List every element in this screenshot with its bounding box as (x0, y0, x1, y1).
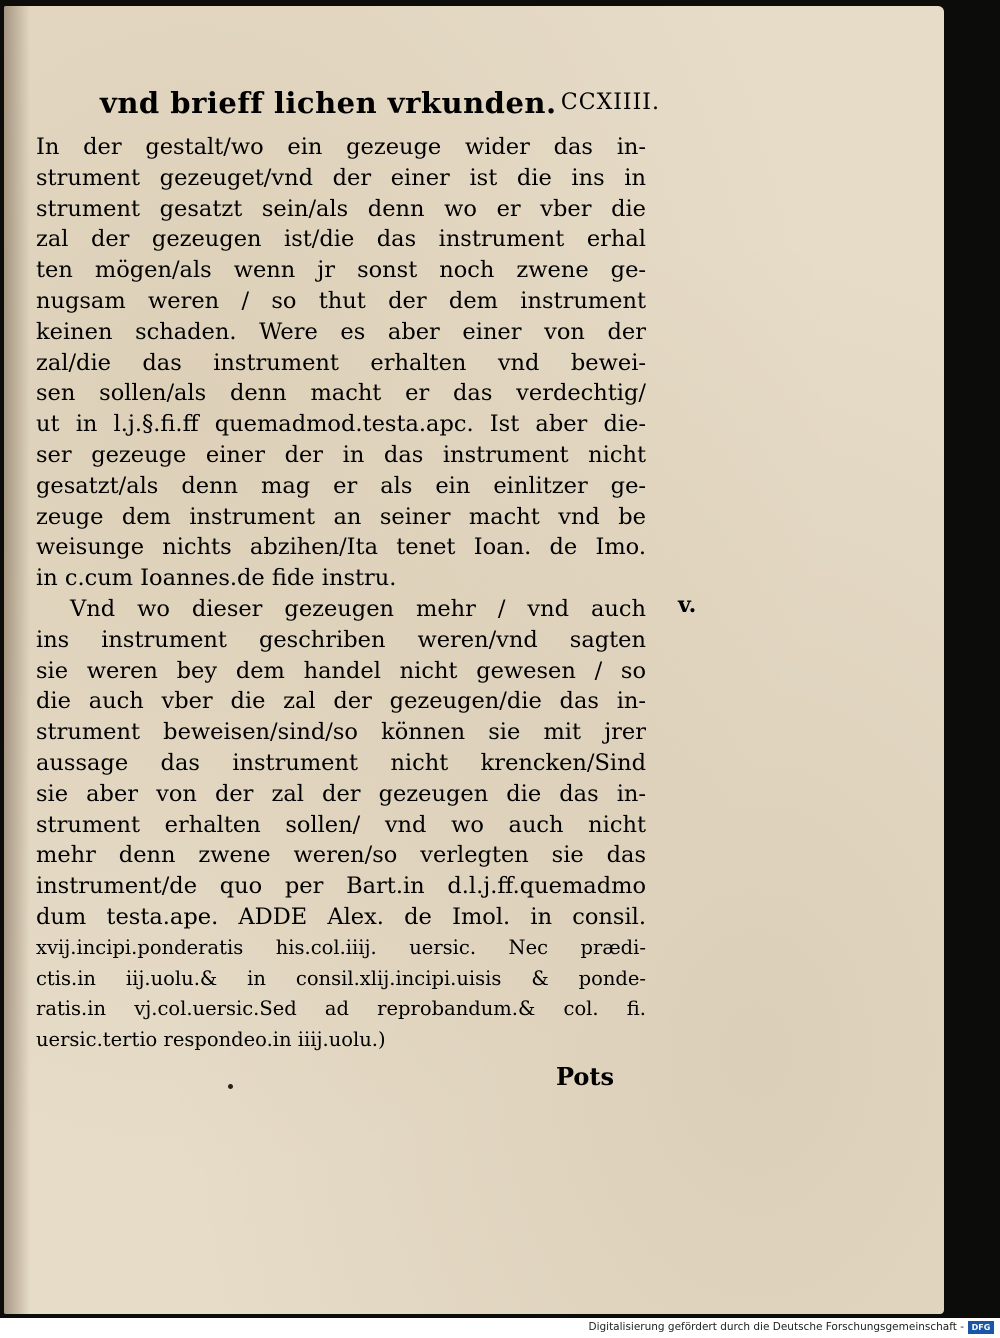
text-line: die auch vber die zal der gezeugen/die das in- (36, 688, 646, 715)
text-line: ctis.in iij.uolu.& in consil.xlij.incipi.uisis & ponde- (36, 966, 646, 990)
running-head (100, 86, 660, 126)
folio-number: CCXIIII. (560, 90, 660, 115)
dfg-logo-icon: DFG (968, 1321, 994, 1334)
text-line: strument erhalten sollen/ vnd wo auch nicht (36, 811, 646, 838)
text-line: dum testa.ape. ADDE Alex. de Imol. in consil. (36, 903, 646, 930)
text-line: sie weren bey dem handel nicht gewesen / so (36, 657, 646, 684)
text-line: keinen schaden. Were es aber einer von der (36, 318, 646, 345)
text-line: uersic.tertio respondeo.in iiij.uolu.) (36, 1028, 386, 1052)
text-line: weisunge nichts abzihen/Ita tenet Ioan. de Imo. (36, 534, 646, 561)
text-line: ut in l.j.§.fi.ff quemadmod.testa.apc. Ist aber die- (36, 411, 646, 438)
text-line: aussage das instrument nicht krencken/Sind (36, 749, 646, 776)
text-line: ratis.in vj.col.uersic.Sed ad reprobandum.& col. fi. (36, 997, 646, 1021)
text-line: ins instrument geschriben weren/vnd sagten (36, 626, 646, 653)
text-line: In der gestalt/wo ein gezeuge wider das in- (36, 134, 646, 160)
text-line: sie aber von der zal der gezeugen die das in- (36, 780, 646, 807)
text-line: gesatzt/als denn mag er als ein einlitzer ge- (36, 472, 646, 499)
running-head-title: vnd brieff lichen vrkunden. (100, 86, 557, 120)
footer-bar (0, 1318, 1000, 1338)
text-line: strument beweisen/sind/so können sie mit jrer (36, 719, 646, 746)
text-line: zeuge dem instrument an seiner macht vnd be (36, 503, 646, 530)
text-line: in c.cum Ioannes.de fide instru. (36, 565, 397, 592)
text-line: zal/die das instrument erhalten vnd bewei- (36, 349, 646, 376)
text-line: strument gezeuget/vnd der einer ist die ins in (36, 164, 646, 191)
catchword: Pots (556, 1062, 615, 1091)
text-line: nugsam weren / so thut der dem instrument (36, 287, 646, 314)
text-line: instrument/de quo per Bart.in d.l.j.ff.quemadmo (36, 873, 646, 900)
text-line: mehr denn zwene weren/so verlegten sie das (36, 842, 646, 869)
page-gutter-shadow (4, 6, 30, 1314)
funding-credit: Digitalisierung gefördert durch die Deutsche Forschungsgemeinschaft - (588, 1321, 964, 1333)
ink-speck (228, 1084, 233, 1089)
margin-note: v. (678, 592, 697, 618)
text-line: zal der gezeugen ist/die das instrument erhal (36, 226, 646, 253)
text-line: sen sollen/als denn macht er das verdechtig/ (36, 380, 646, 407)
paragraph-start-line: Vnd wo dieser gezeugen mehr / vnd auch (70, 595, 646, 622)
text-line: ten mögen/als wenn jr sonst noch zwene ge- (36, 257, 646, 284)
body-text (36, 132, 646, 1056)
text-line: ser gezeuge einer der in das instrument nicht (36, 441, 646, 468)
text-line: strument gesatzt sein/als denn wo er vber die (36, 195, 646, 222)
text-line: xvij.incipi.ponderatis his.col.iiij. uersic. Nec prædi- (36, 935, 646, 959)
